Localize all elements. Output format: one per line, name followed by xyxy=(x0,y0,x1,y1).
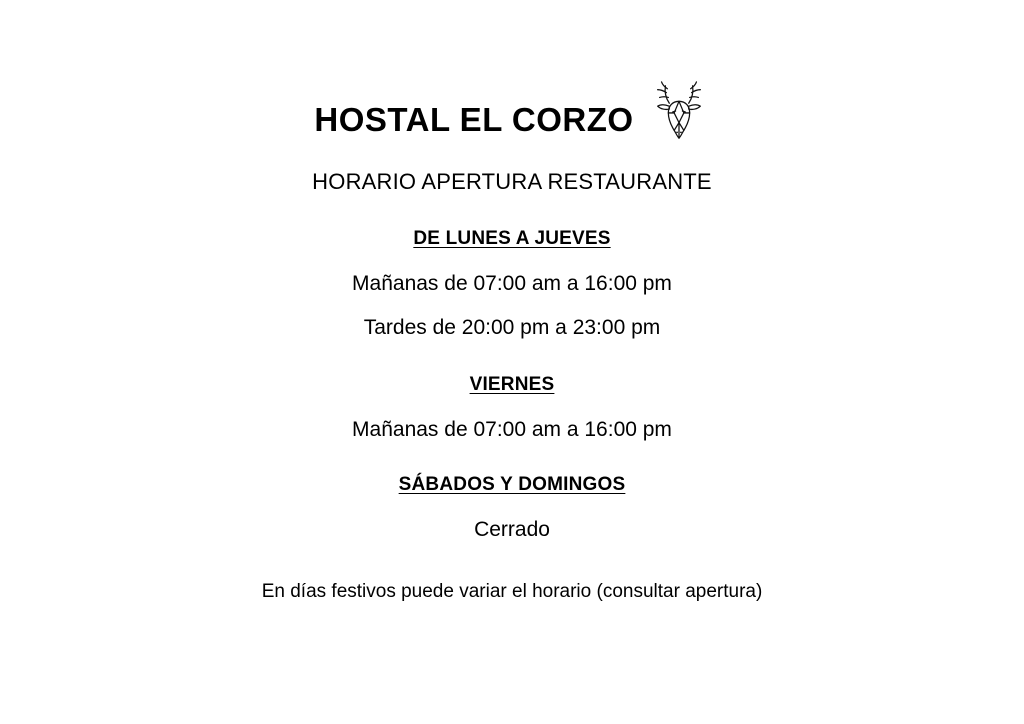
schedule-line-weekdays-morning: Mañanas de 07:00 am a 16:00 pm xyxy=(352,272,672,295)
schedule-line-friday-morning: Mañanas de 07:00 am a 16:00 pm xyxy=(352,418,672,441)
title-row xyxy=(314,96,709,142)
footnote-holidays: En días festivos puede variar el horario (consultar apertura) xyxy=(261,581,763,602)
schedule-line-weekend-closed: Cerrado xyxy=(474,518,550,541)
section-heading-weekend: SÁBADOS Y DOMINGOS xyxy=(398,474,626,495)
page-subtitle: HORARIO APERTURA RESTAURANTE xyxy=(312,169,712,194)
schedule-line-weekdays-evening: Tardes de 20:00 pm a 23:00 pm xyxy=(363,316,661,339)
deer-head-icon xyxy=(648,96,710,142)
page-title: HOSTAL EL CORZO xyxy=(314,100,634,138)
section-heading-weekdays: DE LUNES A JUEVES xyxy=(413,228,611,249)
section-heading-friday: VIERNES xyxy=(469,374,555,395)
